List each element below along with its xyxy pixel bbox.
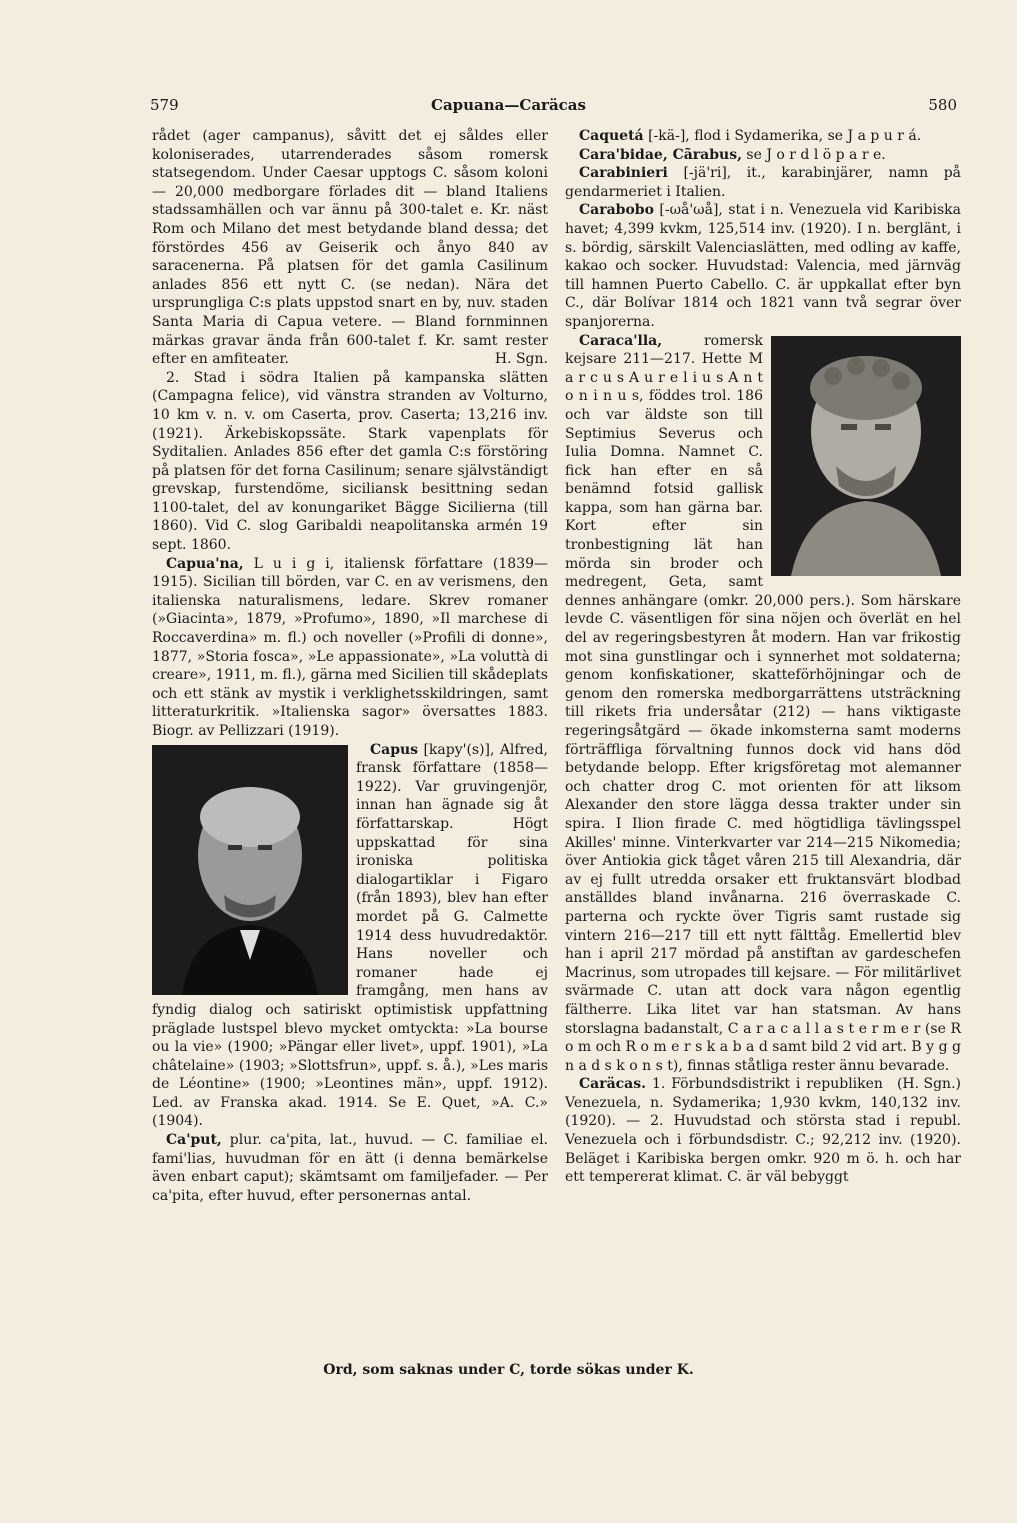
author-signature: (H. Sgn.) — [896, 1076, 961, 1093]
entry-carabidae: Cara'bidae, Cãrabus, se J o r d l ö p a r e. — [579, 146, 886, 163]
lemma-capus: Capus — [370, 741, 419, 758]
entry-capua-2: 2. Stad i södra Italien på kampanska slätten (Campagna felice), vid vänstra stranden av Volturno, 10 km v. n. v. om Caserta, prov. Caserta; 13,216 inv. (1921). Ärkebiskopssäte. Stark vapenplats för Syditalien. Anlades 856 efter det gamla C:s förstöring på platsen för det forna Casilinum; senare självständigt grevskap, furstendöme, siciliansk besittning sedan 1100-talet, del av konungariket Bägge Sicilierna (till 1860). Vid C. slog Garibaldi neapolitanska armén 19 sept. 1860. — [152, 369, 548, 554]
page-number-right: 580 — [928, 96, 957, 114]
bust-caracalla — [771, 336, 961, 576]
lemma-capuana: Capua'na, — [166, 555, 244, 572]
running-title: Capuana—Caräcas — [431, 96, 586, 114]
entry-caracas: Caräcas. 1. Förbundsdistrikt i republiken Venezuela, n. Sydamerika; 1,930 kvkm, 140,132 inv. (1920). — 2. Huvudstad och största stad i republ. Venezuela och i förbundsdistr. C.; 92,212 inv. (1920). Beläget i Karibiska bergen omkr. 920 m ö. h. och har ett tempererat klimat. C. är väl bebyggt — [565, 1076, 961, 1186]
entry-carabinieri: Carabinieri [-jä'ri], it., karabinjärer, namn på gendarmeriet i Italien. — [565, 165, 961, 200]
left-column — [152, 127, 548, 1205]
entry-carabobo: Carabobo [-ωå'ωå], stat i n. Venezuela vid Karibiska havet; 4,399 kvkm, 125,514 inv. (1920). I n. berglänt, i s. bördig, särskilt Valenciaslätten, med odling av kaffe, kakao och socker. Huvudstad: Valencia, med järnväg till hamnen Puerto Cabello. C. är uppkallat efter byn C., där Bolívar 1814 och 1821 vann två segrar över spanjorerna. — [565, 202, 961, 330]
right-column — [565, 127, 961, 1187]
entry-capuana: Capua'na, L u i g i, italiensk författare (1839—1915). Sicilian till börden, var C. en av verismens, den italienska naturalismens, ledare. Skrev romaner (»Giacinta», 1879, »Profumo», 1890, »Il marchese di Roccaverdina» m. fl.) och noveller (»Profili di donne», 1877, »Storia fosca», »Le appassionate», »La voluttà di creare», 1911, m. fl.), gärna med Sicilien till skådeplats och ett stänk av mystik i verklighetsskildringen, samt litteraturkritik. »Italienska sagor» översattes 1883. Biogr. av Pellizzari (1919). — [152, 555, 549, 739]
entry-caqueta: Caquetá [-kä-], flod i Sydamerika, se J a p u r á. — [579, 128, 922, 144]
capuana-name: L u i g i, — [253, 555, 335, 572]
bust-image — [771, 336, 961, 576]
footer-note: Ord, som saknas under C, torde sökas under K. — [323, 1362, 694, 1378]
page-number-left: 579 — [150, 96, 179, 114]
entry-capus: Capus [kapy'(s)], Alfred, fransk författare (1858—1922). Var gruvingenjör, innan han ägnade sig åt författarskap. Högt uppskattad för sina ironiska politiska dialogartiklar i Figaro (från 1893), blev han efter mordet på G. Calmette 1914 dess huvudredaktör. Hans noveller och romaner hade ej framgång, men hans av fyndig dialog och satiriskt optimistisk uppfattning präglade lustspel blevo mycket omtyckta: »La bourse ou la vie» (1900; »Pängar eller livet», uppf. 1901), »La châtelaine» (1903; »Slottsfrun», uppf. s. å.), »Les maris de Léontine» (1900; »Leontines män», uppf. 1912). Led. av Franska akad. 1914. Se E. Quet, »A. C.» (1904). — [152, 741, 548, 1130]
lemma-caput: Ca'put, — [166, 1132, 222, 1149]
portrait-image — [152, 745, 348, 995]
author-signature: H. Sgn. — [494, 351, 548, 368]
entry-caracalla: Caraca'lla, romersk kejsare 211—217. Hette M a r c u s A u r e l i u s A n t o n i n u s, föddes trol. 186 och var äldste son till Septimius Severus och Iulia Domna. Namnet C. fick han efter en så benämnd fotsid gallisk kappa, som han gärna bar. Kort efter sin tronbestigning lät han mörda sin broder och medregent, Geta, samt dennes anhängare (omkr. 20,000 pers.). Som härskare levde C. väsentligen för sina nöjen och överlät en hel del av regeringsbestyren åt modern. Han var frikostig mot sina gunstlingar och i synnerhet mot soldaterna; genom konfiskationer, skatteförhöjningar och de genom den romerska medborgarrättens utsträckning till rikets fria undersåtar (212) — hans viktigaste regeringsåtgärd — ökade inkomsterna samt moderns förträffliga förvaltning funnos dock vid hans död betydande belopp. Efter krigsföretag mot alemanner och chatter drog C. mot orienten för att liksom Alexander den store lägga dessa trakter under sin spira. I Ilion firade C. med högtidliga tävlingsspel Akilles' minne. Vinterkvarter var 214—215 Nikomedia; över Antiokia gick tåget våren 215 till Alexandria, där av ej fullt utredda orsaker ett fruktansvärt blodbad anställdes bland invånarna. 216 överraskade C. parterna och ryckte över Tigris samt rustade sig vintern 216—217 till ett nytt fälttåg. Emellertid blev han i april 217 mördad på anstiftan av gardeschefen Macrinus, som utropades till kejsare. — För militärlivet svärmade C. utan att dock vara någon egentlig fältherre. Lika litet var han statsman. Av hans storslagna badanstalt, C a r a c a l l a s t e r m e r (se R o m och R o m e r s k a b a d samt bild 2 vid art. B y g g n a d s k o n s t), finnas ståtliga rester ännu bevarade. (H. Sgn.) — [565, 332, 961, 1093]
entry-capua-continued: rådet (ager campanus), såvitt det ej såldes eller koloniserades, utarrenderades såsom romersk statsegendom. Under Caesar upptogs C. såsom koloni — 20,000 medborgare förlades dit — bland Italiens stadssamhällen och var ännu på 300-talet e. Kr. näst Rom och Milano det mest betydande bland dessa; det förstördes 456 av Geiserik och ånyo 840 av saracenerna. På platsen för det gamla Casilinum anlades 856 ett nytt C. (se nedan). Nära det ursprungliga C:s plats uppstod snart en by, nuv. staden Santa Maria di Capua vetere. — Bland fornminnen märkas gravar ända från 600-talet f. Kr. samt rester efter en amfiteater. H. Sgn. — [152, 128, 548, 368]
portrait-alfred-capus — [152, 745, 348, 995]
entry-caput: Ca'put, plur. ca'pita, lat., huvud. — C. familiae el. fami'lias, huvudman för en ätt (i denna bemärkelse även enbart caput); skämtsamt om familjefader. — Per ca'pita, efter huvud, efter personernas antal. — [152, 1132, 549, 1204]
